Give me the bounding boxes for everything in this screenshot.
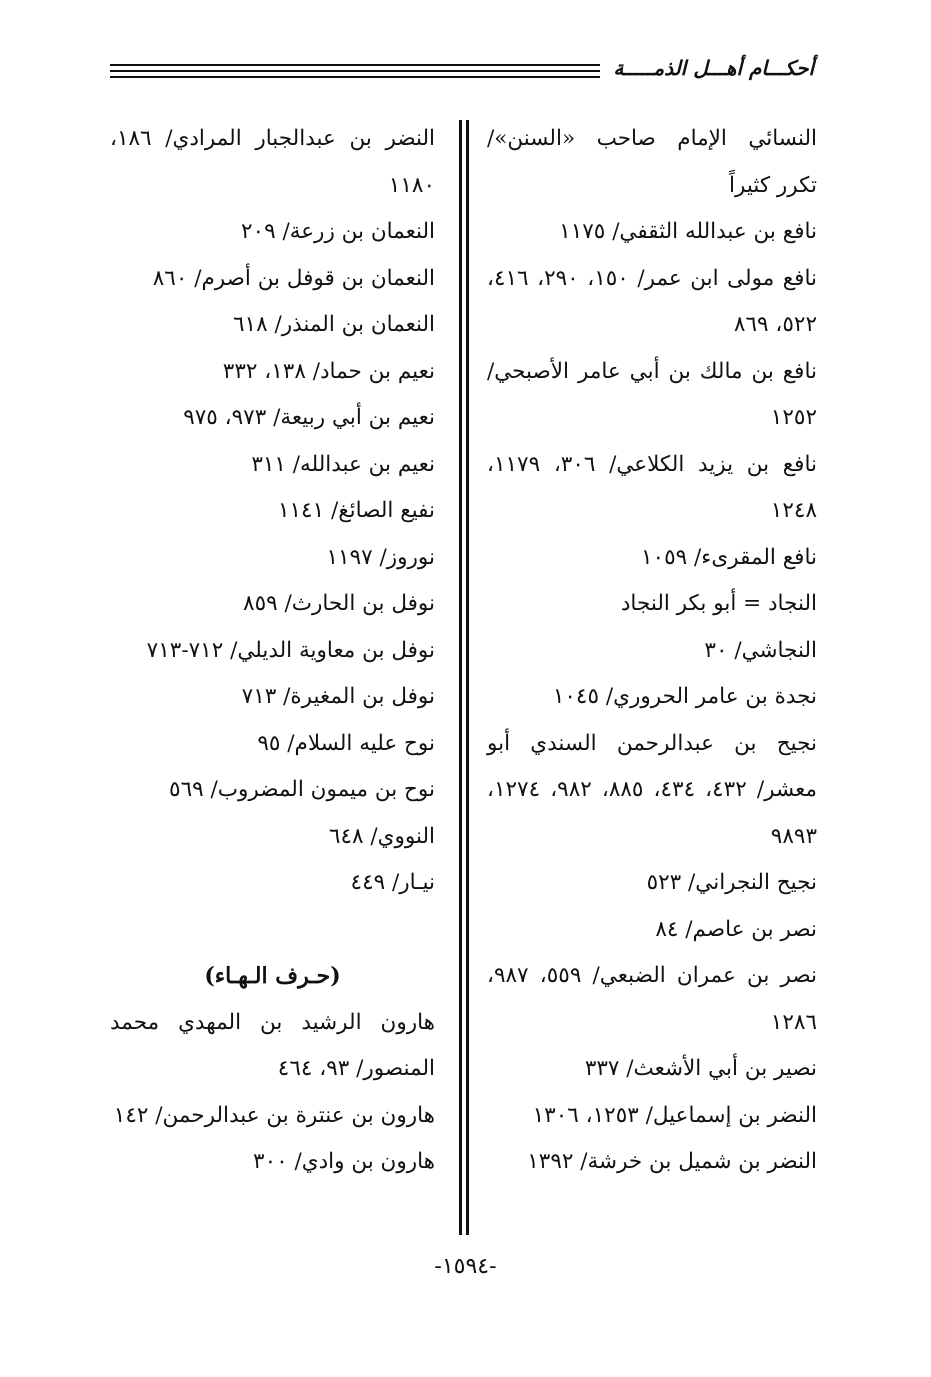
index-entry: نجيح النجراني/ ٥٢٣ xyxy=(646,870,817,895)
index-entry: نعيم بن حماد/ ١٣٨، ٣٣٢ xyxy=(222,358,435,384)
index-entry: نافع بن مالك بن أبي عامر الأصبحي/ ١٢٥٢ xyxy=(487,358,817,430)
index-entry: نوفل بن الحارث/ ٨٥٩ xyxy=(243,591,435,616)
index-entry: هارون بن وادي/ ٣٠٠ xyxy=(253,1149,435,1174)
header-rule xyxy=(110,64,600,66)
section-heading: (حـرف الـهـاء) xyxy=(204,963,341,989)
index-entry: النسائي الإمام صاحب «السنن»/ تكرر كثيراً xyxy=(487,126,817,198)
index-entry: النضر بن عبدالجبار المرادي/ ١٨٦، ١١٨٠ xyxy=(110,126,435,198)
index-entry: نصير بن أبي الأشعث/ ٣٣٧ xyxy=(584,1056,817,1081)
index-entry: نوح عليه السلام/ ٩٥ xyxy=(257,730,435,756)
index-entry: نوفل بن المغيرة/ ٧١٣ xyxy=(241,684,435,709)
index-entry: نوح بن ميمون المضروب/ ٥٦٩ xyxy=(169,777,435,802)
index-entry: نوفل بن معاوية الديلي/ ٧١٢-٧١٣ xyxy=(146,637,435,663)
index-entry: نافع بن يزيد الكلاعي/ ٣٠٦، ١١٧٩، ١٢٤٨ xyxy=(487,451,817,523)
header-rule xyxy=(110,76,600,78)
index-entry: نصر بن عمران الضبعي/ ٥٥٩، ٩٨٧، ١٢٨٦ xyxy=(487,963,817,1035)
index-entry: نافع مولى ابن عمر/ ١٥٠، ٢٩٠، ٤١٦، ٥٢٢، ٨٦٩ xyxy=(487,265,817,337)
index-entry: نوروز/ ١١٩٧ xyxy=(326,544,435,570)
index-entry: هارون بن عنترة بن عبدالرحمن/ ١٤٢ xyxy=(113,1102,435,1128)
index-entry: النجاد = أبو بكر النجاد xyxy=(620,591,817,616)
column-divider xyxy=(459,120,462,1235)
index-entry: النعمان بن قوفل بن أصرم/ ٨٦٠ xyxy=(152,265,435,291)
header-title: أحكـــام أهـــل الذمـــــة xyxy=(613,56,814,80)
index-entry: نصر بن عاصم/ ٨٤ xyxy=(655,916,817,942)
index-entry: النووي/ ٦٤٨ xyxy=(328,823,435,849)
index-entry: النضر بن شميل بن خرشة/ ١٣٩٢ xyxy=(527,1149,817,1174)
page-number: -١٥٩٤- xyxy=(434,1254,497,1279)
column-divider xyxy=(466,120,469,1235)
index-entry: النعمان بن زرعة/ ٢٠٩ xyxy=(240,219,435,244)
index-entry: نعيم بن عبدالله/ ٣١١ xyxy=(251,451,435,477)
header-rule xyxy=(110,70,600,72)
index-entry: نفيع الصائغ/ ١١٤١ xyxy=(277,498,435,523)
index-entry: نجيح بن عبدالرحمن السندي أبو معشر/ ٤٣٢، ٤٣٤، ٨٨٥، ٩٨٢، ١٢٧٤، ٩٨٩٣ xyxy=(487,730,818,849)
index-entry: نجدة بن عامر الحروري/ ١٠٤٥ xyxy=(552,684,817,709)
index-entry: نافع بن عبدالله الثقفي/ ١١٧٥ xyxy=(559,219,817,244)
index-column-left xyxy=(110,116,435,1186)
section-spacer xyxy=(110,907,435,954)
index-entry: هارون الرشيد بن المهدي محمد المنصور/ ٩٣، ٤٦٤ xyxy=(110,1009,435,1081)
index-entry: النعمان بن المنذر/ ٦١٨ xyxy=(232,312,435,337)
index-entry: نعيم بن أبي ربيعة/ ٩٧٣، ٩٧٥ xyxy=(183,405,435,430)
index-entry: النجاشي/ ٣٠ xyxy=(704,637,817,663)
index-entry: نيـار/ ٤٤٩ xyxy=(350,870,435,895)
index-entry: نافع المقرىء/ ١٠٥٩ xyxy=(640,544,817,570)
index-column-right xyxy=(487,116,817,1186)
index-entry: النضر بن إسماعيل/ ١٢٥٣، ١٣٠٦ xyxy=(532,1102,817,1128)
